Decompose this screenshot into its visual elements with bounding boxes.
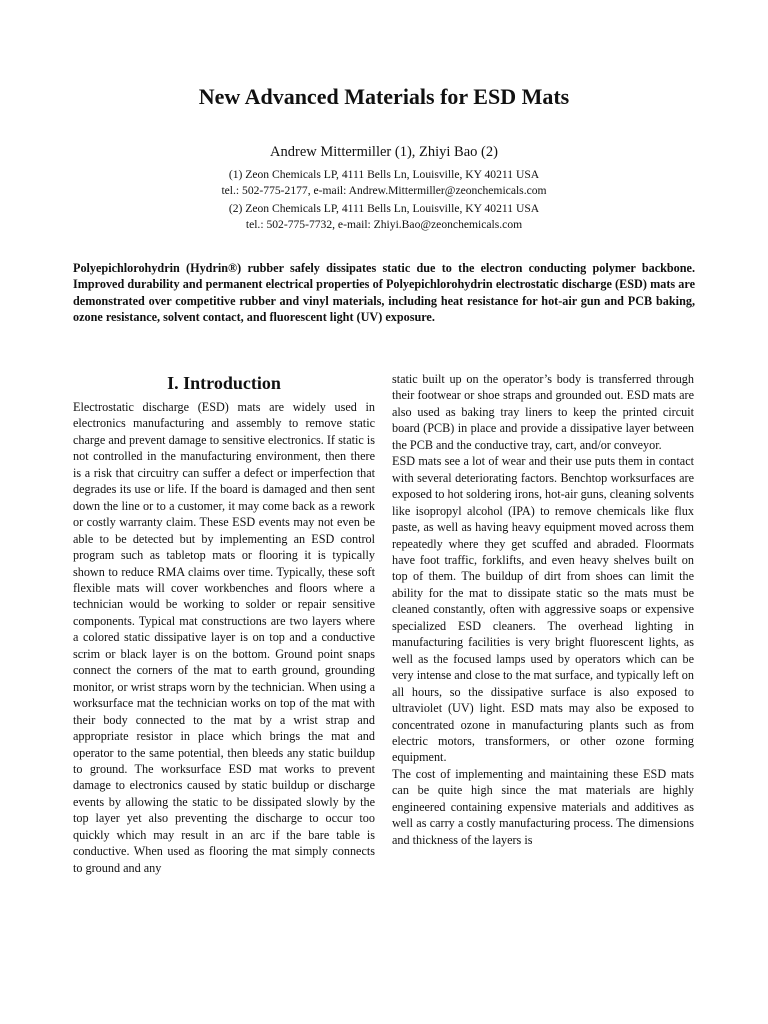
affiliation-2: [0, 201, 768, 232]
intro-paragraph-3: The cost of implementing and maintaining these ESD mats can be quite high since the mat materials are highly engineered containing expensive materials and additives as well as carry a costly manufacturing process. The dimensions and thickness of the layers is: [392, 766, 694, 847]
right-column: [392, 371, 694, 848]
intro-paragraph-1: Electrostatic discharge (ESD) mats are widely used in electronics manufacturing and assembly to remove static charge and prevent damage to sensitive electronics. If static is not controlled in the manufacturing environment, then there is a risk that circuitry can suffer a defect or imperfection that degrades its use or life. If the board is damaged and then sent down the line or to a customer, it may come back as a rework or costly warranty claim. These ESD events may not even be able to be detected but by implementing an ESD control program such as tabletop mats or flooring it is typically shown to reduce RMA claims over time. Typically, these soft flexible mats will cover workbenches and floors where a technician would be working to solder or repair sensitive components. Typical mat constructions are two layers where a colored static dissipative layer is on top and a conductive scrim or black layer is on the bottom. Ground point snaps connect the corners of the mat to earth ground, grounding monitor, or wrist straps worn by the technician. When using a worksurface mat the technician works on top of the mat with their body connected to the mat by a wrist strap and appropriate resistor in place which brings the mat and operator to the same potential, then bleeds any static buildup to ground. The worksurface ESD mat works to prevent damage to electronics caused by static buildup or discharge events by allowing the static to be dissipated slowly by the top layer yet also preventing the discharge to occur too quickly which may result in an arc if the bare table is conductive. When used as flooring the mat simply connects to ground and any: [73, 400, 375, 875]
affiliation-1-contact: tel.: 502-775-2177, e-mail: Andrew.Mittermiller@zeonchemicals.com: [221, 183, 547, 197]
affiliation-1-address: (1) Zeon Chemicals LP, 4111 Bells Ln, Louisville, KY 40211 USA: [228, 168, 540, 181]
author-list: Andrew Mittermiller (1), Zhiyi Bao (2): [270, 144, 498, 160]
intro-paragraph-1-continued: static built up on the operator’s body is transferred through their footwear or shoe straps and grounded out. ESD mats are also used as baking tray liners to keep the printed circuit board (PCB) in place and provide a dissipative layer between the PCB and the conductive tray, cart, and/or conveyor.: [392, 372, 694, 452]
left-column: [73, 399, 375, 876]
section-heading-introduction: I. Introduction: [167, 373, 281, 393]
affiliation-2-contact: tel.: 502-775-7732, e-mail: Zhiyi.Bao@zeonchemicals.com: [245, 217, 523, 231]
affiliation-1: [0, 167, 768, 198]
affiliation-2-address: (2) Zeon Chemicals LP, 4111 Bells Ln, Louisville, KY 40211 USA: [228, 202, 540, 215]
intro-paragraph-2: ESD mats see a lot of wear and their use puts them in contact with several deteriorating factors. Benchtop worksurfaces are exposed to hot soldering irons, hot-air guns, cleaning solvents like isopropyl alcohol (IPA) to remove chemicals like flux paste, as well as having heavy equipment moved across them repeatedly where they get scuffed and abraded. Floormats have foot traffic, forklifts, and even heavy shelves built on top of them. The buildup of dirt from shoes can limit the ability for the mat to dissipate static so the mats must be cleaned constantly, often with aggressive soaps or expensive specialized ESD cleaners. The overhead lighting in manufacturing facilities is very bright fluorescent lights, as well as the focused lamps used by operators which can be very intense and close to the mat surface, and typically left on all hours, so the dissipative surface is also exposed to ultraviolet (UV) light. ESD mats may also be exposed to concentrated ozone in manufacturing plants such as from electric motors, transformers, or other ozone forming equipment.: [392, 454, 694, 765]
paper-title: New Advanced Materials for ESD Mats: [198, 84, 570, 109]
abstract: Polyepichlorohydrin (Hydrin®) rubber safely dissipates static due to the electron conducting polymer backbone. Improved durability and permanent electrical properties of Polyepichlorohydrin electrostatic discharge (ESD) mats are demonstrated over competitive rubber and vinyl materials, including heat resistance for hot-air gun and PCB baking, ozone resistance, solvent contact, and fluorescent light (UV) exposure.: [73, 261, 695, 324]
